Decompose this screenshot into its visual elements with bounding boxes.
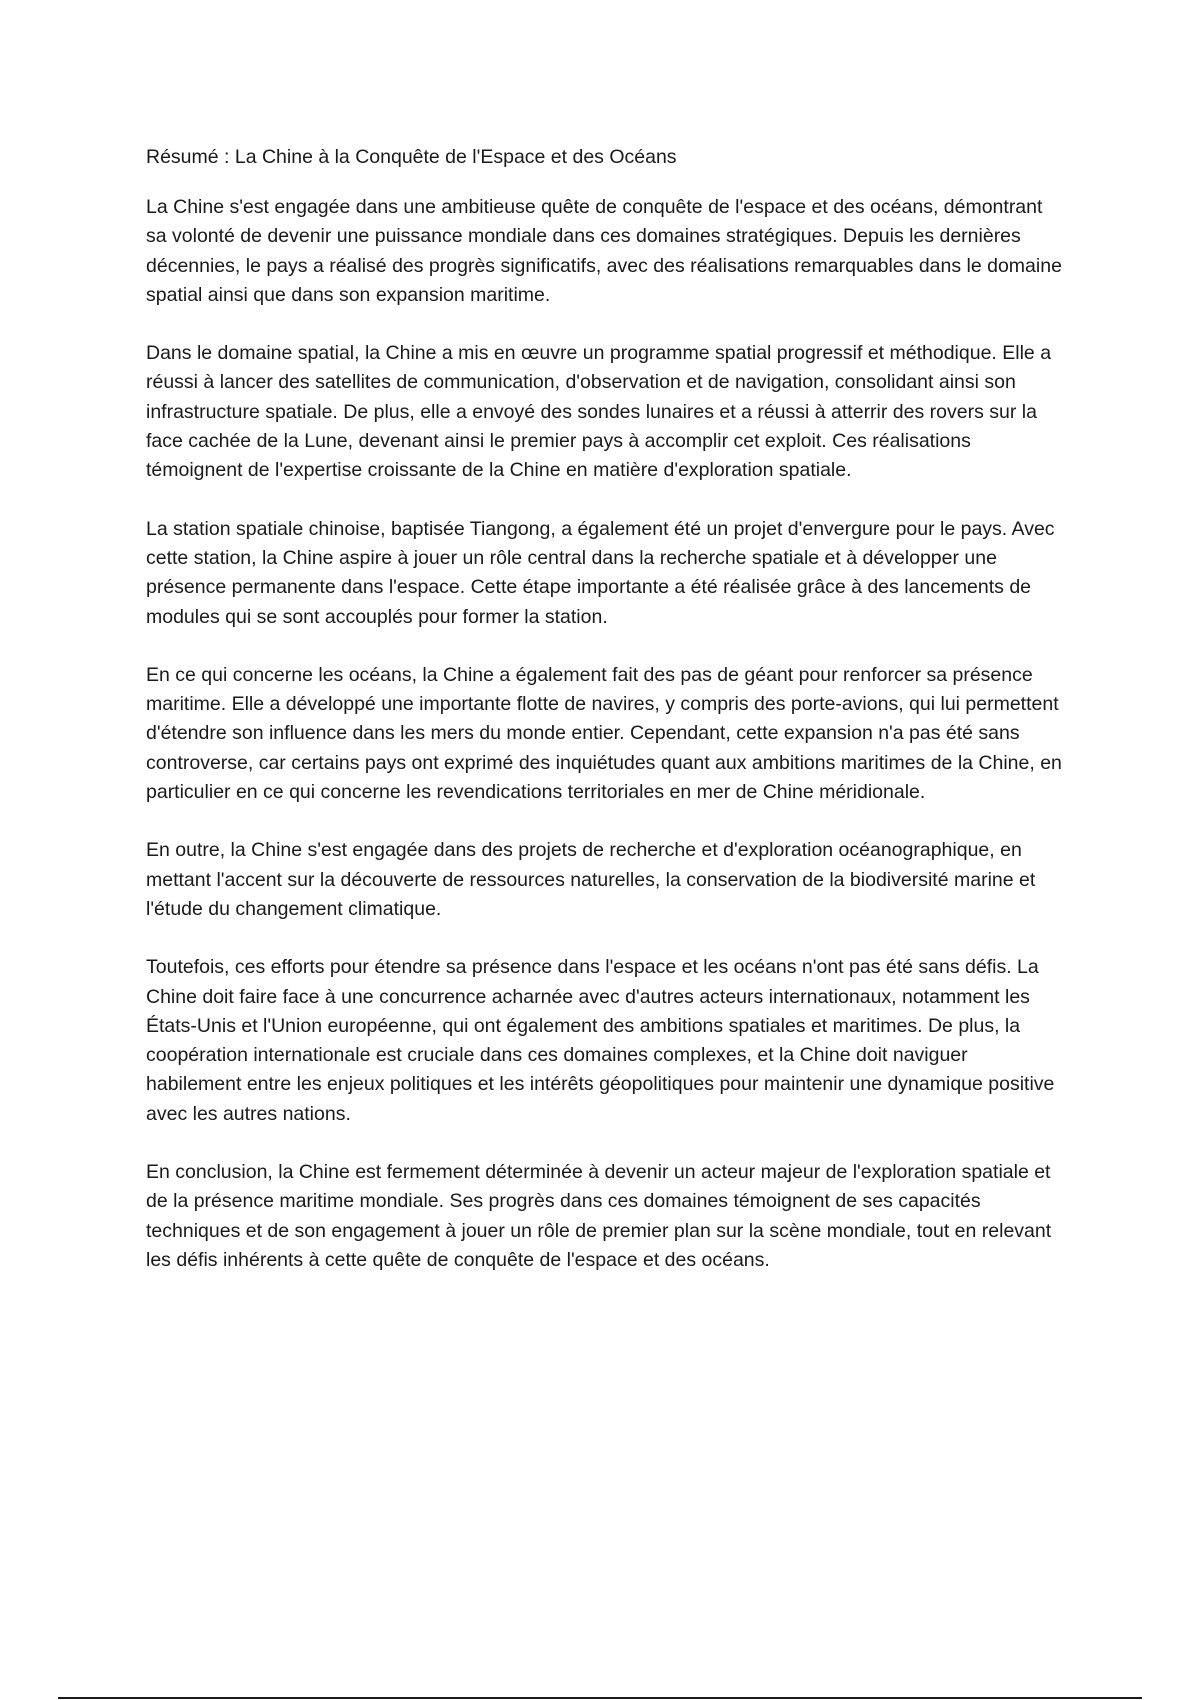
paragraph-space-program: Dans le domaine spatial, la Chine a mis en œuvre un programme spatial progressif et méthodique. Elle a réussi à lancer des satellites de communication, d'observation et de navigation, consolidant ainsi son infrastructure spatiale. De plus, elle a envoyé des sondes lunaires et a réussi à atterrir des rovers sur la face cachée de la Lune, devenant ainsi le premier pays à accomplir cet exploit. Ces réalisations témoignent de l'expertise croissante de la Chine en matière d'exploration spatiale. [146, 342, 1052, 482]
paragraph-ocean-research: En outre, la Chine s'est engagée dans des projets de recherche et d'exploration océanographique, en mettant l'accent sur la découverte de ressources naturelles, la conservation de la biodiversité marine et l'étude du changement climatique. [146, 839, 1036, 920]
page-bottom-divider [58, 1697, 1142, 1699]
paragraph-introduction: La Chine s'est engagée dans une ambitieuse quête de conquête de l'espace et des océans, démontrant sa volonté de devenir une puissance mondiale dans ces domaines stratégiques. Depuis les dernières décennies, le pays a réalisé des progrès significatifs, avec des réalisations remarquables dans le domaine spatial ainsi que dans son expansion maritime. [146, 196, 1062, 306]
paragraph-tiangong-station: La station spatiale chinoise, baptisée Tiangong, a également été un projet d'envergure pour le pays. Avec cette station, la Chine aspire à jouer un rôle central dans la recherche spatiale et à développer une présence permanente dans l'espace. Cette étape importante a été réalisée grâce à des lancements de modules qui se sont accouplés pour former la station. [146, 517, 1055, 628]
paragraph-maritime-presence: En ce qui concerne les océans, la Chine a également fait des pas de géant pour renforcer sa présence maritime. Elle a développé une importante flotte de navires, y compris des porte-avions, qui lui permettent d'étendre son influence dans les mers du monde entier. Cependant, cette expansion n'a pas été sans controverse, car certains pays ont exprimé des inquiétudes quant aux ambitions maritimes de la Chine, en particulier en ce qui concerne les revendications territoriales en mer de Chine méridionale. [146, 663, 1062, 804]
paragraph-challenges: Toutefois, ces efforts pour étendre sa présence dans l'espace et les océans n'ont pas été sans défis. La Chine doit faire face à une concurrence acharnée avec d'autres acteurs internationaux, notamment les États-Unis et l'Union européenne, qui ont également des ambitions spatiales et maritimes. De plus, la coopération internationale est cruciale dans ces domaines complexes, et la Chine doit naviguer habilement entre les enjeux politiques et les intérêts géopolitiques pour maintenir une dynamique positive avec les autres nations. [146, 956, 1055, 1125]
document-title: Résumé : La Chine à la Conquête de l'Espace et des Océans [146, 146, 677, 168]
paragraph-conclusion: En conclusion, la Chine est fermement déterminée à devenir un acteur majeur de l'exploration spatiale et de la présence maritime mondiale. Ses progrès dans ces domaines témoignent de ses capacités techniques et de son engagement à jouer un rôle de premier plan sur la scène mondiale, tout en relevant les défis inhérents à cette quête de conquête de l'espace et des océans. [146, 1161, 1052, 1271]
document-page [146, 143, 1066, 1304]
